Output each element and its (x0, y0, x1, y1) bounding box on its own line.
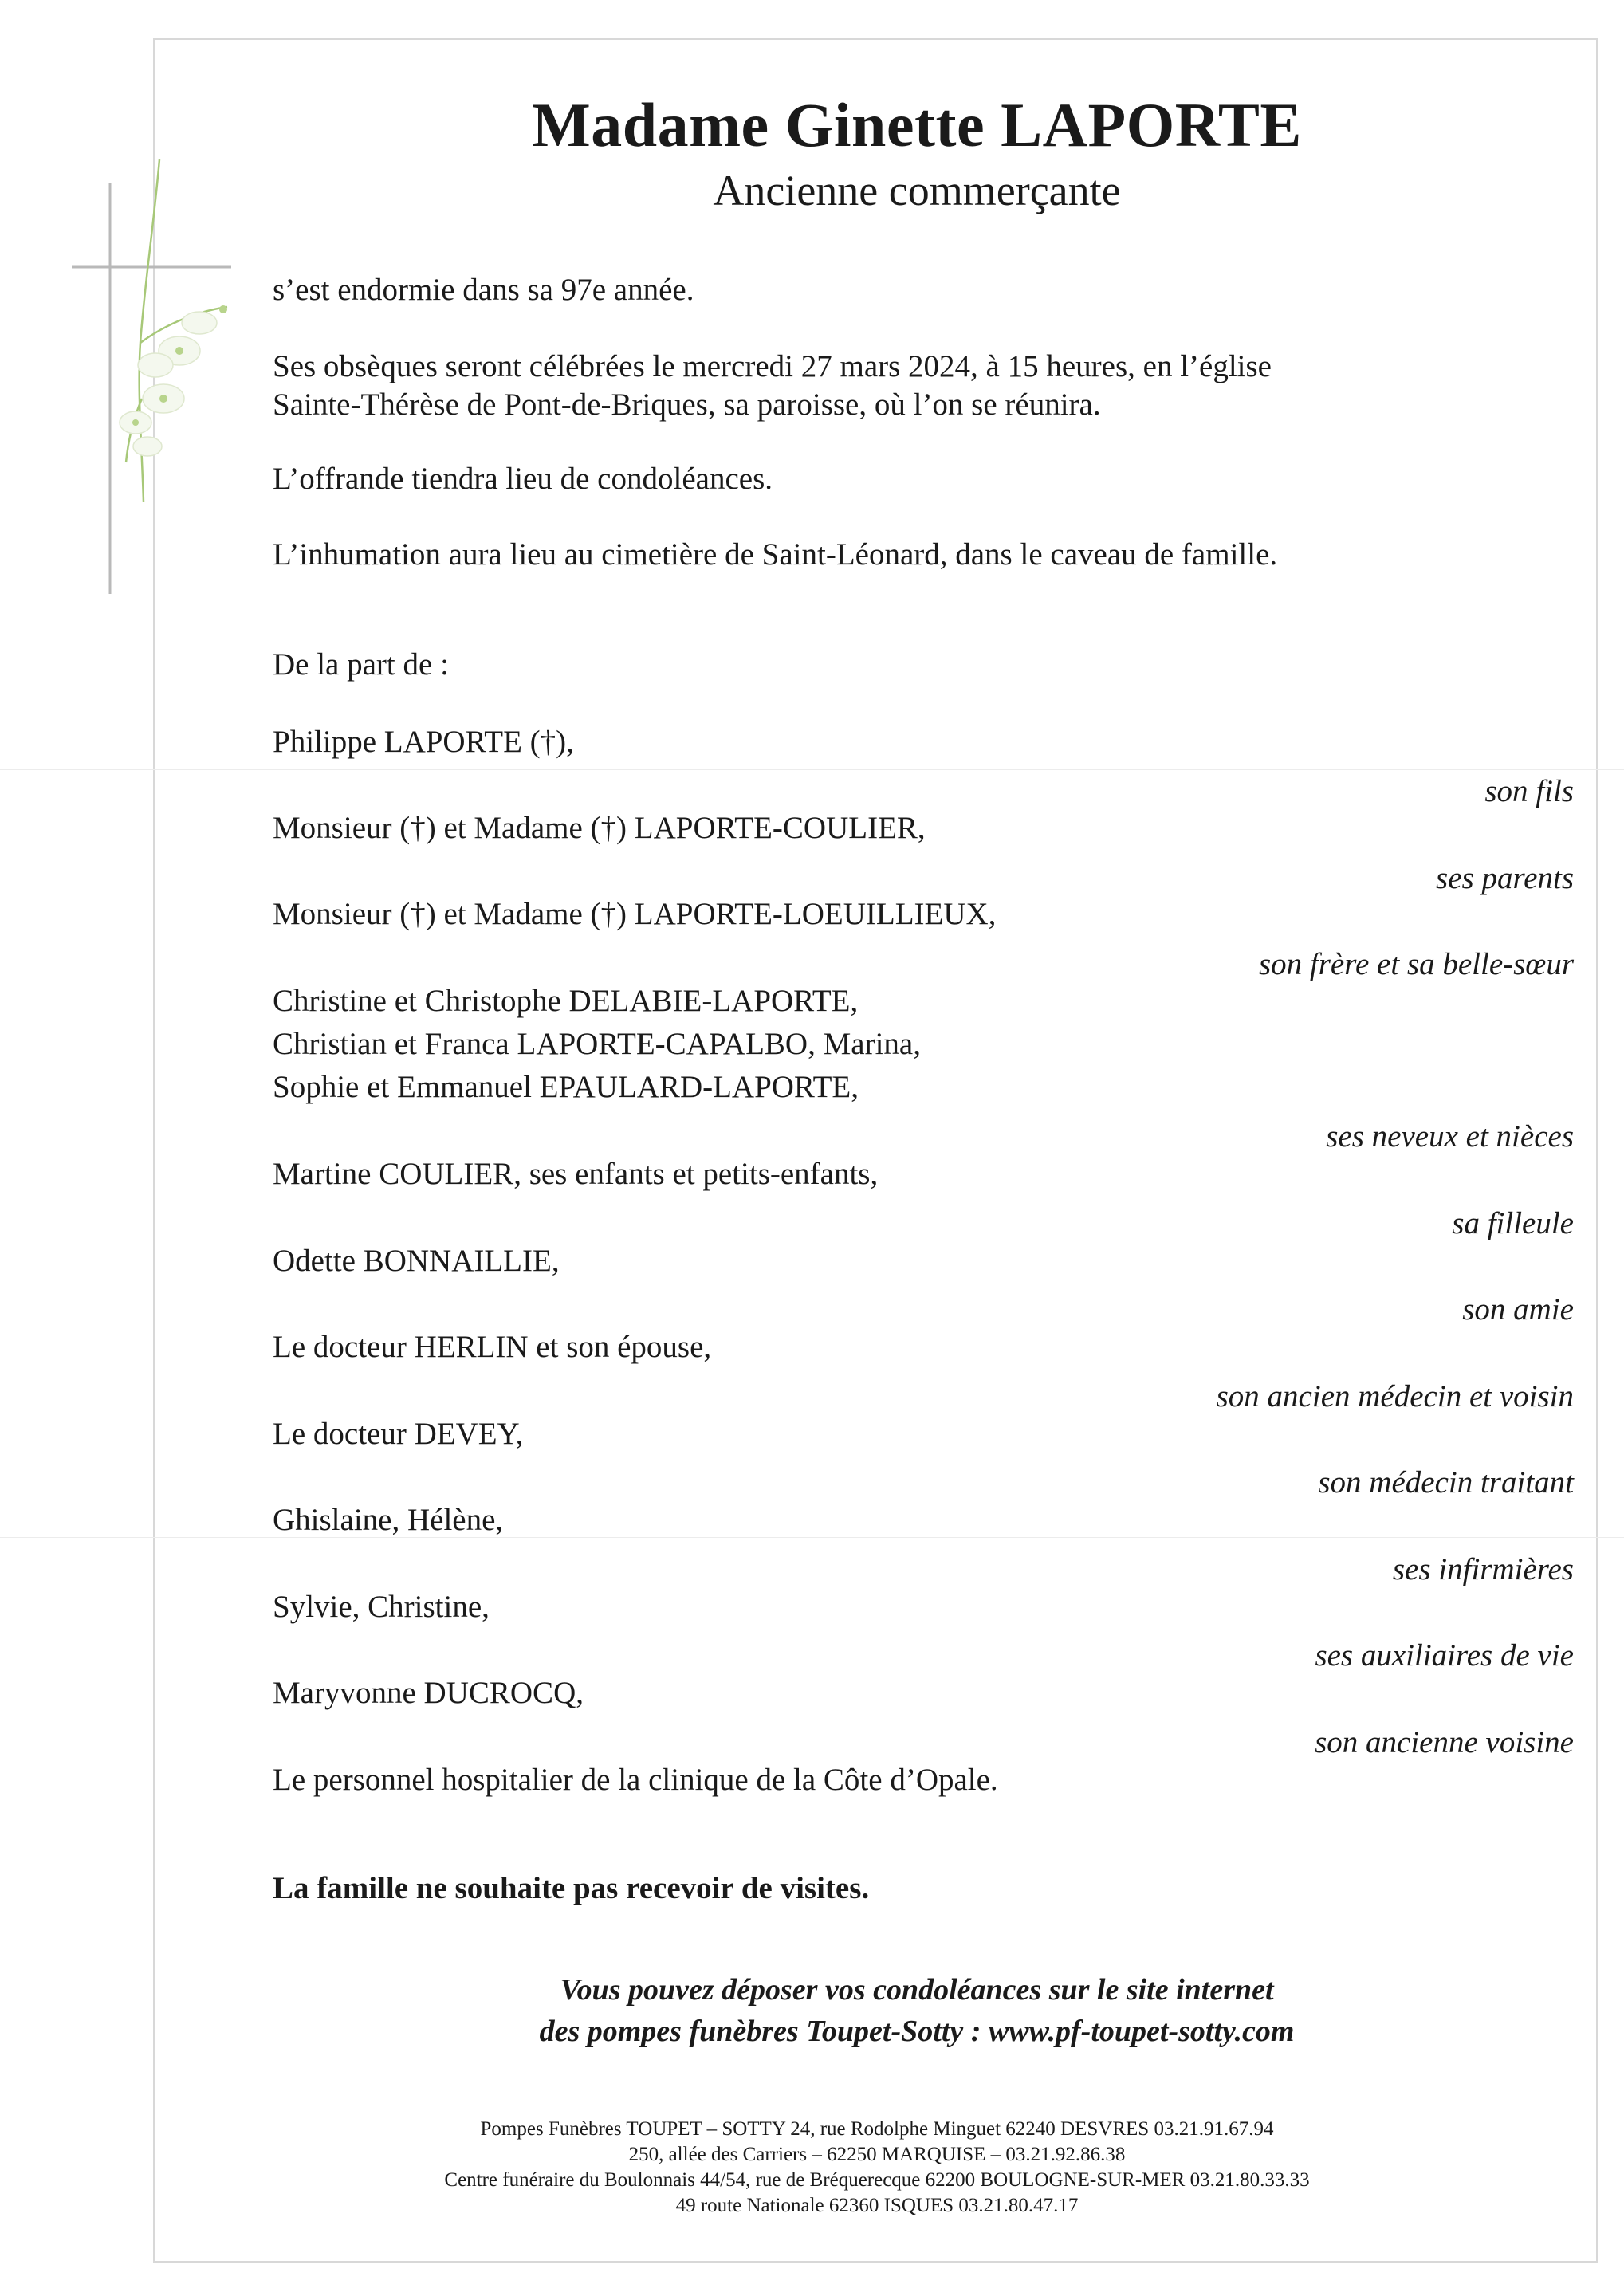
family-member: Sophie et Emmanuel EPAULARD-LAPORTE, (273, 1070, 859, 1104)
footer-line: Pompes Funèbres TOUPET – SOTTY 24, rue Rodolphe Minguet 62240 DESVRES 03.21.91.67.94 (480, 2118, 1274, 2140)
offering-notice: L’offrande tiendra lieu de condoléances. (273, 462, 773, 496)
family-relation: son ancien médecin et voisin (1216, 1379, 1574, 1413)
family-member: Christian et Franca LAPORTE-CAPALBO, Marina, (273, 1027, 921, 1061)
funeral-details-line-2: Sainte-Thérèse de Pont-de-Briques, sa paroisse, où l’on se réunira. (273, 387, 1101, 422)
fold-line (0, 769, 1624, 770)
family-relation: son fils (1484, 774, 1574, 808)
family-relation: son frère et sa belle-sœur (1258, 947, 1574, 981)
deceased-name: Madame Ginette LAPORTE (532, 90, 1302, 159)
family-member: Christine et Christophe DELABIE-LAPORTE, (273, 984, 859, 1018)
family-relation: ses auxiliaires de vie (1315, 1638, 1574, 1673)
family-relation: son amie (1462, 1292, 1574, 1327)
family-member: Monsieur (†) et Madame (†) LAPORTE-COULIER, (273, 811, 926, 845)
family-relation: ses infirmières (1392, 1552, 1574, 1586)
from-label: De la part de : (273, 647, 449, 682)
family-member: Monsieur (†) et Madame (†) LAPORTE-LOEUILLIEUX, (273, 897, 997, 931)
passing-notice: s’est endormie dans sa 97e année. (273, 273, 694, 307)
online-condolences-line-1: Vous pouvez déposer vos condoléances sur le site internet (560, 1973, 1274, 2007)
family-relation: son médecin traitant (1318, 1465, 1574, 1500)
family-member: Ghislaine, Hélène, (273, 1503, 504, 1537)
family-relation: ses neveux et nièces (1326, 1119, 1574, 1154)
family-relation: sa filleule (1452, 1206, 1574, 1240)
family-member: Le docteur DEVEY, (273, 1417, 524, 1451)
family-member: Sylvie, Christine, (273, 1590, 490, 1624)
online-condolences (399, 1969, 1435, 2052)
funeral-home-footer (319, 2117, 1435, 2219)
deceased-occupation: Ancienne commerçante (713, 167, 1121, 214)
footer-line: 250, allée des Carriers – 62250 MARQUISE – 03.21.92.86.38 (628, 2144, 1126, 2165)
cross-with-orchid-icon (64, 159, 255, 606)
no-visits-notice: La famille ne souhaite pas recevoir de visites. (273, 1871, 870, 1905)
online-condolences-line-2: des pompes funèbres Toupet-Sotty : www.pf-toupet-sotty.com (539, 2015, 1295, 2048)
burial-notice: L’inhumation aura lieu au cimetière de Saint-Léonard, dans le caveau de famille. (273, 537, 1278, 572)
funeral-details-line-1: Ses obsèques seront célébrées le mercredi 27 mars 2024, à 15 heures, en l’église (273, 349, 1272, 383)
family-member: Le docteur HERLIN et son épouse, (273, 1330, 712, 1364)
footer-line: 49 route Nationale 62360 ISQUES 03.21.80.47.17 (675, 2195, 1079, 2216)
family-relation: son ancienne voisine (1315, 1725, 1574, 1759)
family-member: Odette BONNAILLIE, (273, 1244, 560, 1278)
family-relation: ses parents (1436, 861, 1574, 895)
family-member: Le personnel hospitalier de la clinique de la Côte d’Opale. (273, 1763, 998, 1797)
family-member: Maryvonne DUCROCQ, (273, 1676, 584, 1710)
fold-line (0, 1537, 1624, 1538)
family-member: Philippe LAPORTE (†), (273, 725, 574, 759)
footer-line: Centre funéraire du Boulonnais 44/54, rue de Bréquerecque 62200 BOULOGNE-SUR-MER 03.21.80.33.33 (444, 2169, 1310, 2191)
family-member: Martine COULIER, ses enfants et petits-enfants, (273, 1157, 879, 1191)
